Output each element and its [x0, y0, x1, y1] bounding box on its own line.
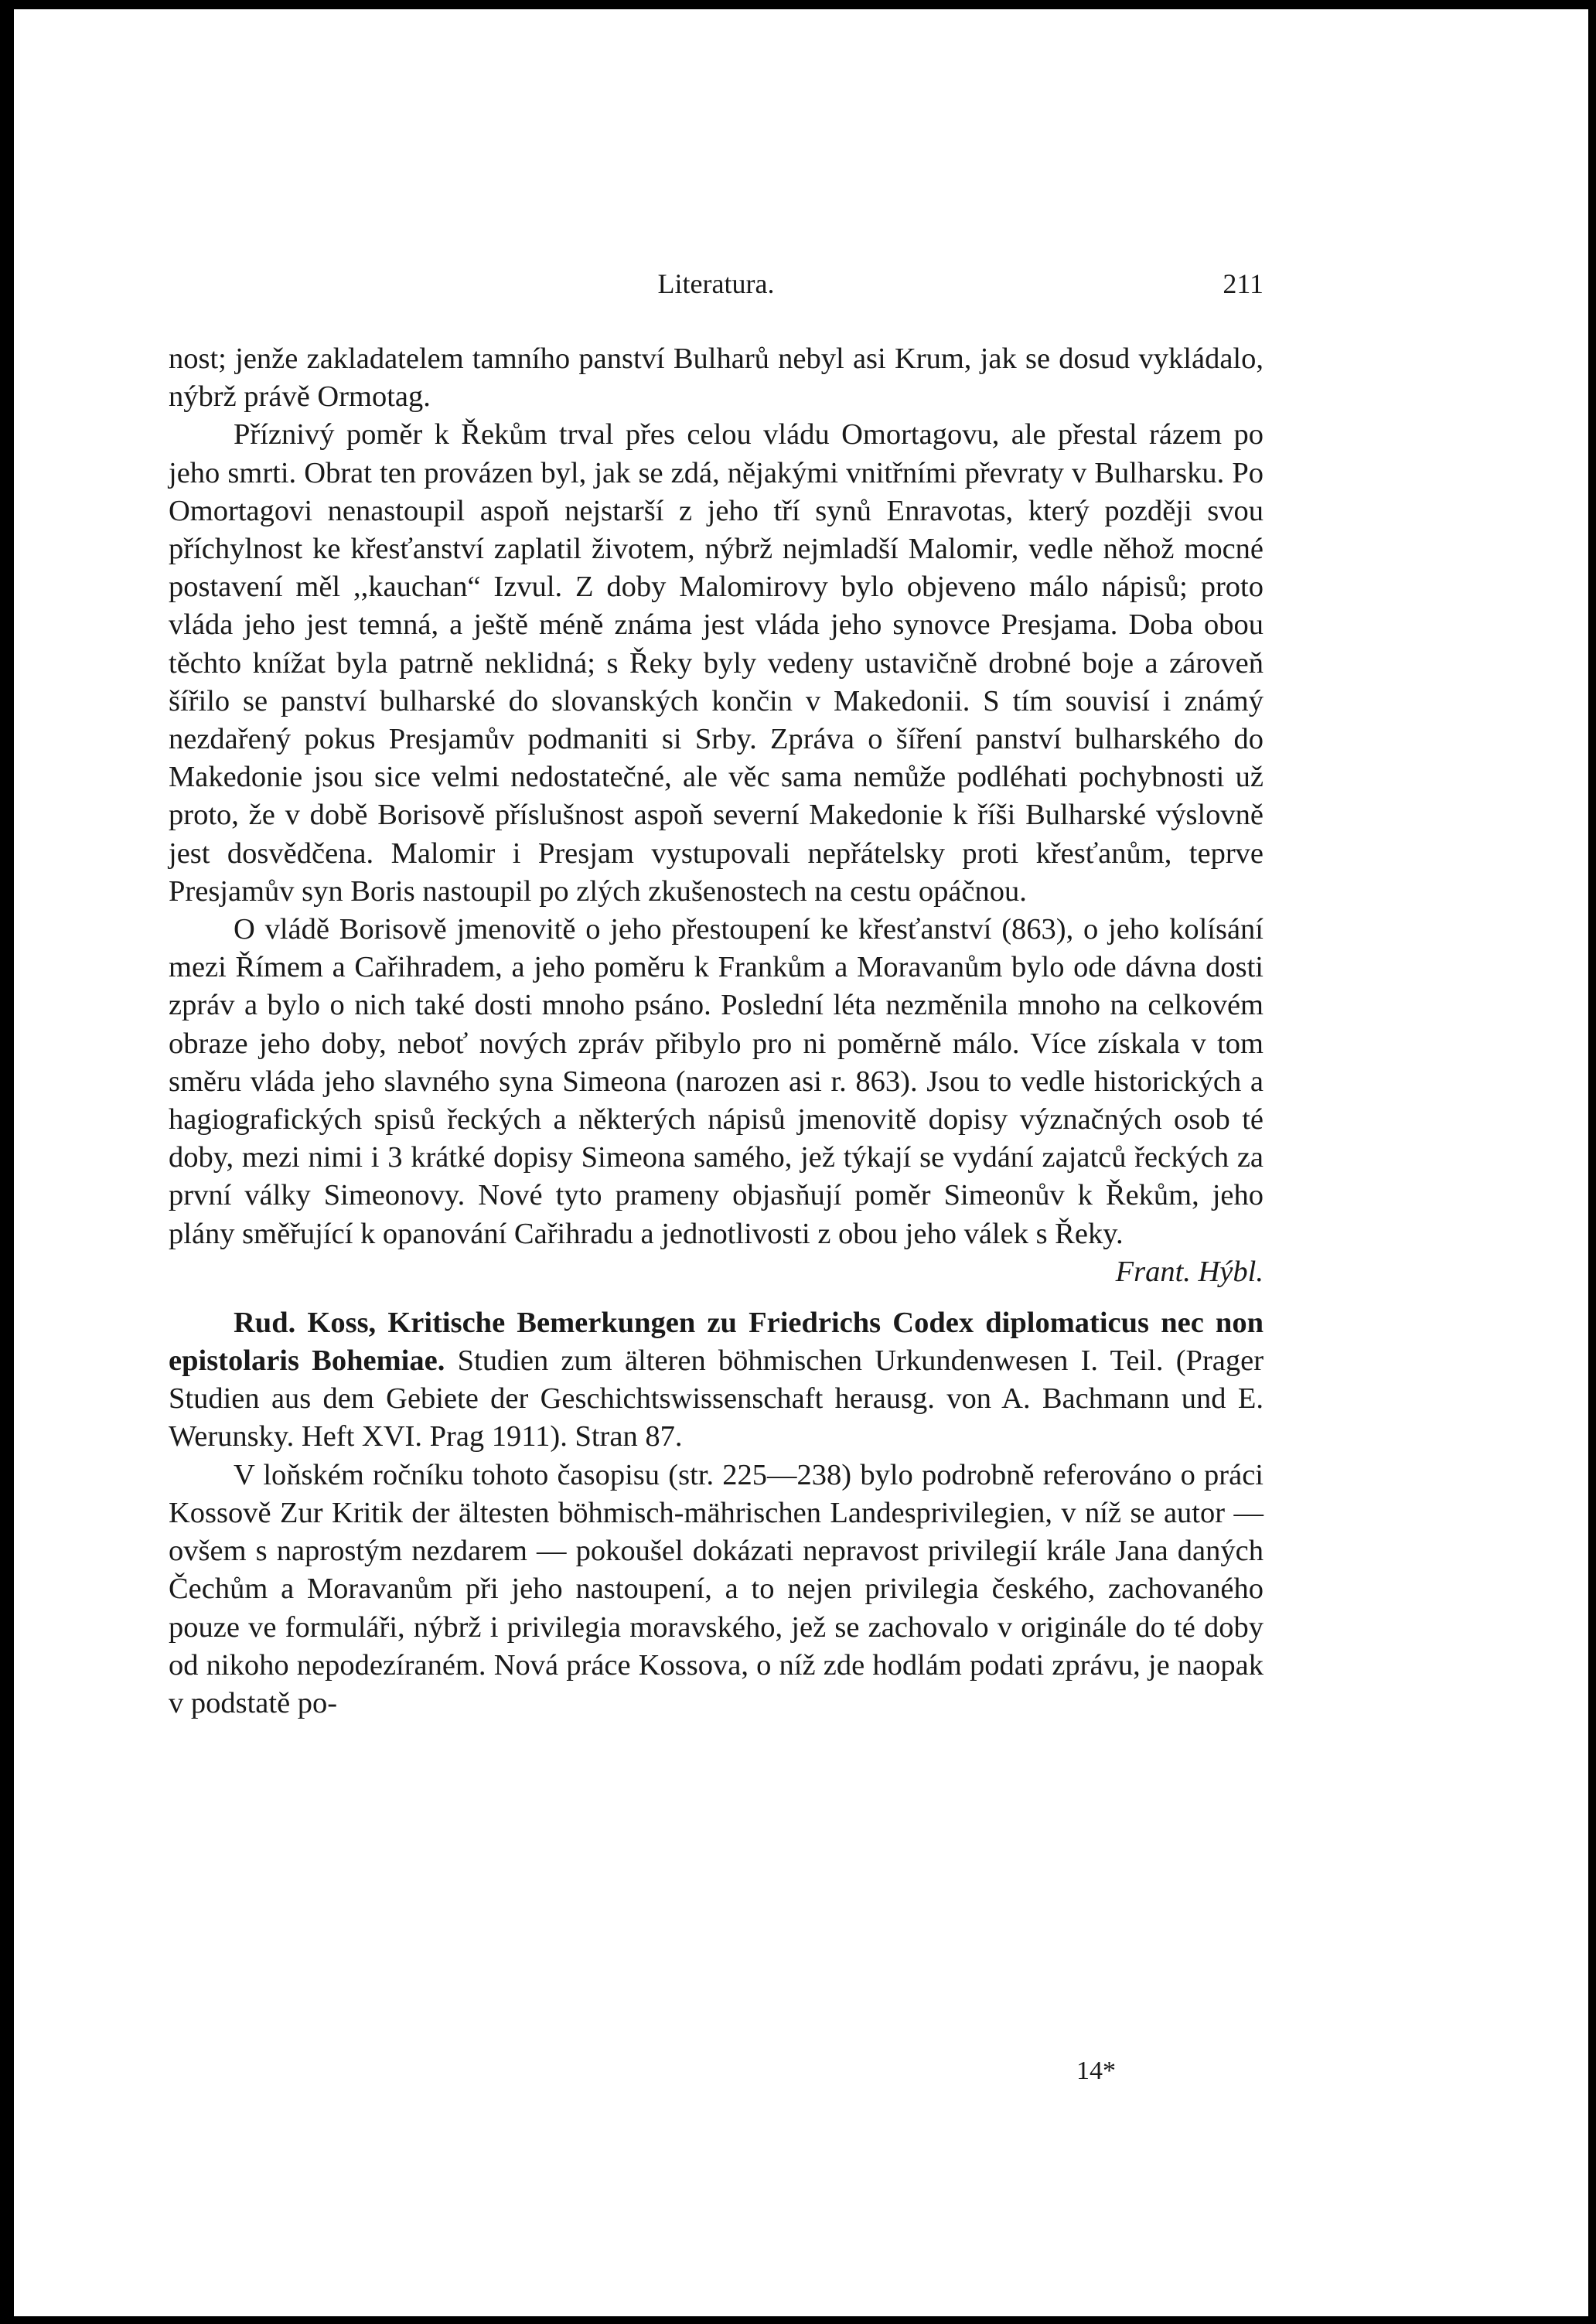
- running-title: Literatura.: [657, 268, 775, 299]
- body-text: [169, 340, 1264, 1723]
- paragraph-boris-text: O vládě Borisově jmenovitě o jeho přestoupení ke křesťanství (863), o jeho kolísání mezi Římem a Cařihradem, a jeho poměru k Frankům a Moravanům bylo ode dávna dosti zpráv a bylo o nich také dosti mnoho psáno. Poslední léta nezměnila mnoho na celkovém obraze jeho doby, neboť nových zpráv přibylo pro ni poměrně málo. Více získala v tom směru vláda jeho slavného syna Simeona (narozen asi r. 863). Jsou to vedle historických a hagiografických spisů řeckých a některých nápisů jmenovitě dopisy význačných osob té doby, mezi nimi i 3 krátké dopisy Simeona samého, jež týkají se vydání zajatců řeckých za první války Simeonovy. Nové tyto prameny objasňují poměr Simeonův k Řekům, jeho plány směřující k opanování Cařihradu a jednotlivosti z obou jeho válek s Řeky.: [169, 913, 1264, 1250]
- review-title: Kritische Bemerkungen zu Friedrichs Codex diplomaticus nec non epistolaris Bohemiae.: [169, 1306, 1264, 1378]
- review-body: V loňském ročníku tohoto časopisu (str. 225—238) bylo podrobně referováno o práci Kossově Zur Kritik der ältesten böhmisch-mährischen Landesprivilegien, v níž se autor — ovšem s naprostým nezdarem — pokoušel dokázati nepravost privilegií krále Jana daných Čechům a Moravanům při jeho nastoupení, a to nejen privilegia českého, zachovaného pouze ve formuláři, nýbrž i privilegia moravského, jež se zachovalo v originále do té doby od nikoho nepodezíraném. Nová práce Kossova, o níž zde hodlám podati zprávu, je naopak v podstatě po-: [169, 1458, 1264, 1719]
- review-citation: Studien zum älteren böhmischen Urkundenwesen I. Teil. (Prager Studien aus dem Gebiete der Geschichtswissenschaft herausg. von A. Bachmann und E. Werunsky. Heft XVI. Prag 1911). Stran 87.: [169, 1344, 1264, 1453]
- paragraph-boris: [169, 911, 1264, 1288]
- signature-mark: 14*: [1076, 2057, 1116, 2085]
- paragraph-continuation: nost; jenže zakladatelem tamního panství Bulharů nebyl asi Krum, jak se dosud vykládalo, nýbrž právě Ormotag.: [169, 342, 1264, 414]
- article-author: Frant. Hýbl.: [1115, 1255, 1264, 1288]
- page-number: 211: [1223, 268, 1264, 299]
- page-header: [169, 267, 1264, 303]
- paragraph-omortag: Příznivý poměr k Řekům trval přes celou vládu Omortagovu, ale přestal rázem po jeho smrti. Obrat ten provázen byl, jak se zdá, nějakými vnitřními převraty v Bulharsku. Po Omortagovi nenastoupil aspoň nejstarší z jeho tří synů Enravotas, který později svou příchylnost ke křesťanství zaplatil životem, nýbrž nejmladší Malomir, vedle něhož mocné postavení měl ,,kauchan“ Izvul. Z doby Malomirovy bylo objeveno málo nápisů; proto vláda jeho jest temná, a ještě méně známa jest vláda jeho synovce Presjama. Doba obou těchto knížat byla patrně neklidná; s Řeky byly vedeny ustavičně drobné boje a zároveň šířilo se panství bulharské do slovanských končin v Makedonii. S tím souvisí i známý nezdařený pokus Presjamův podmaniti si Srby. Zpráva o šíření panství bulharského do Makedonie jsou sice velmi nedostatečné, ale věc sama nemůže podléhati pochybnosti už proto, že v době Borisově příslušnost aspoň severní Makedonie k říši Bulharské výslovně jest dosvědčena. Malomir i Presjam vystupovali nepřátelsky proti křesťanům, teprve Presjamův syn Boris nastoupil po zlých zkušenostech na cestu opáčnou.: [169, 418, 1264, 908]
- page: [14, 9, 1588, 2316]
- review-author: Rud. Koss,: [234, 1306, 377, 1339]
- review-heading: [169, 1304, 1264, 1457]
